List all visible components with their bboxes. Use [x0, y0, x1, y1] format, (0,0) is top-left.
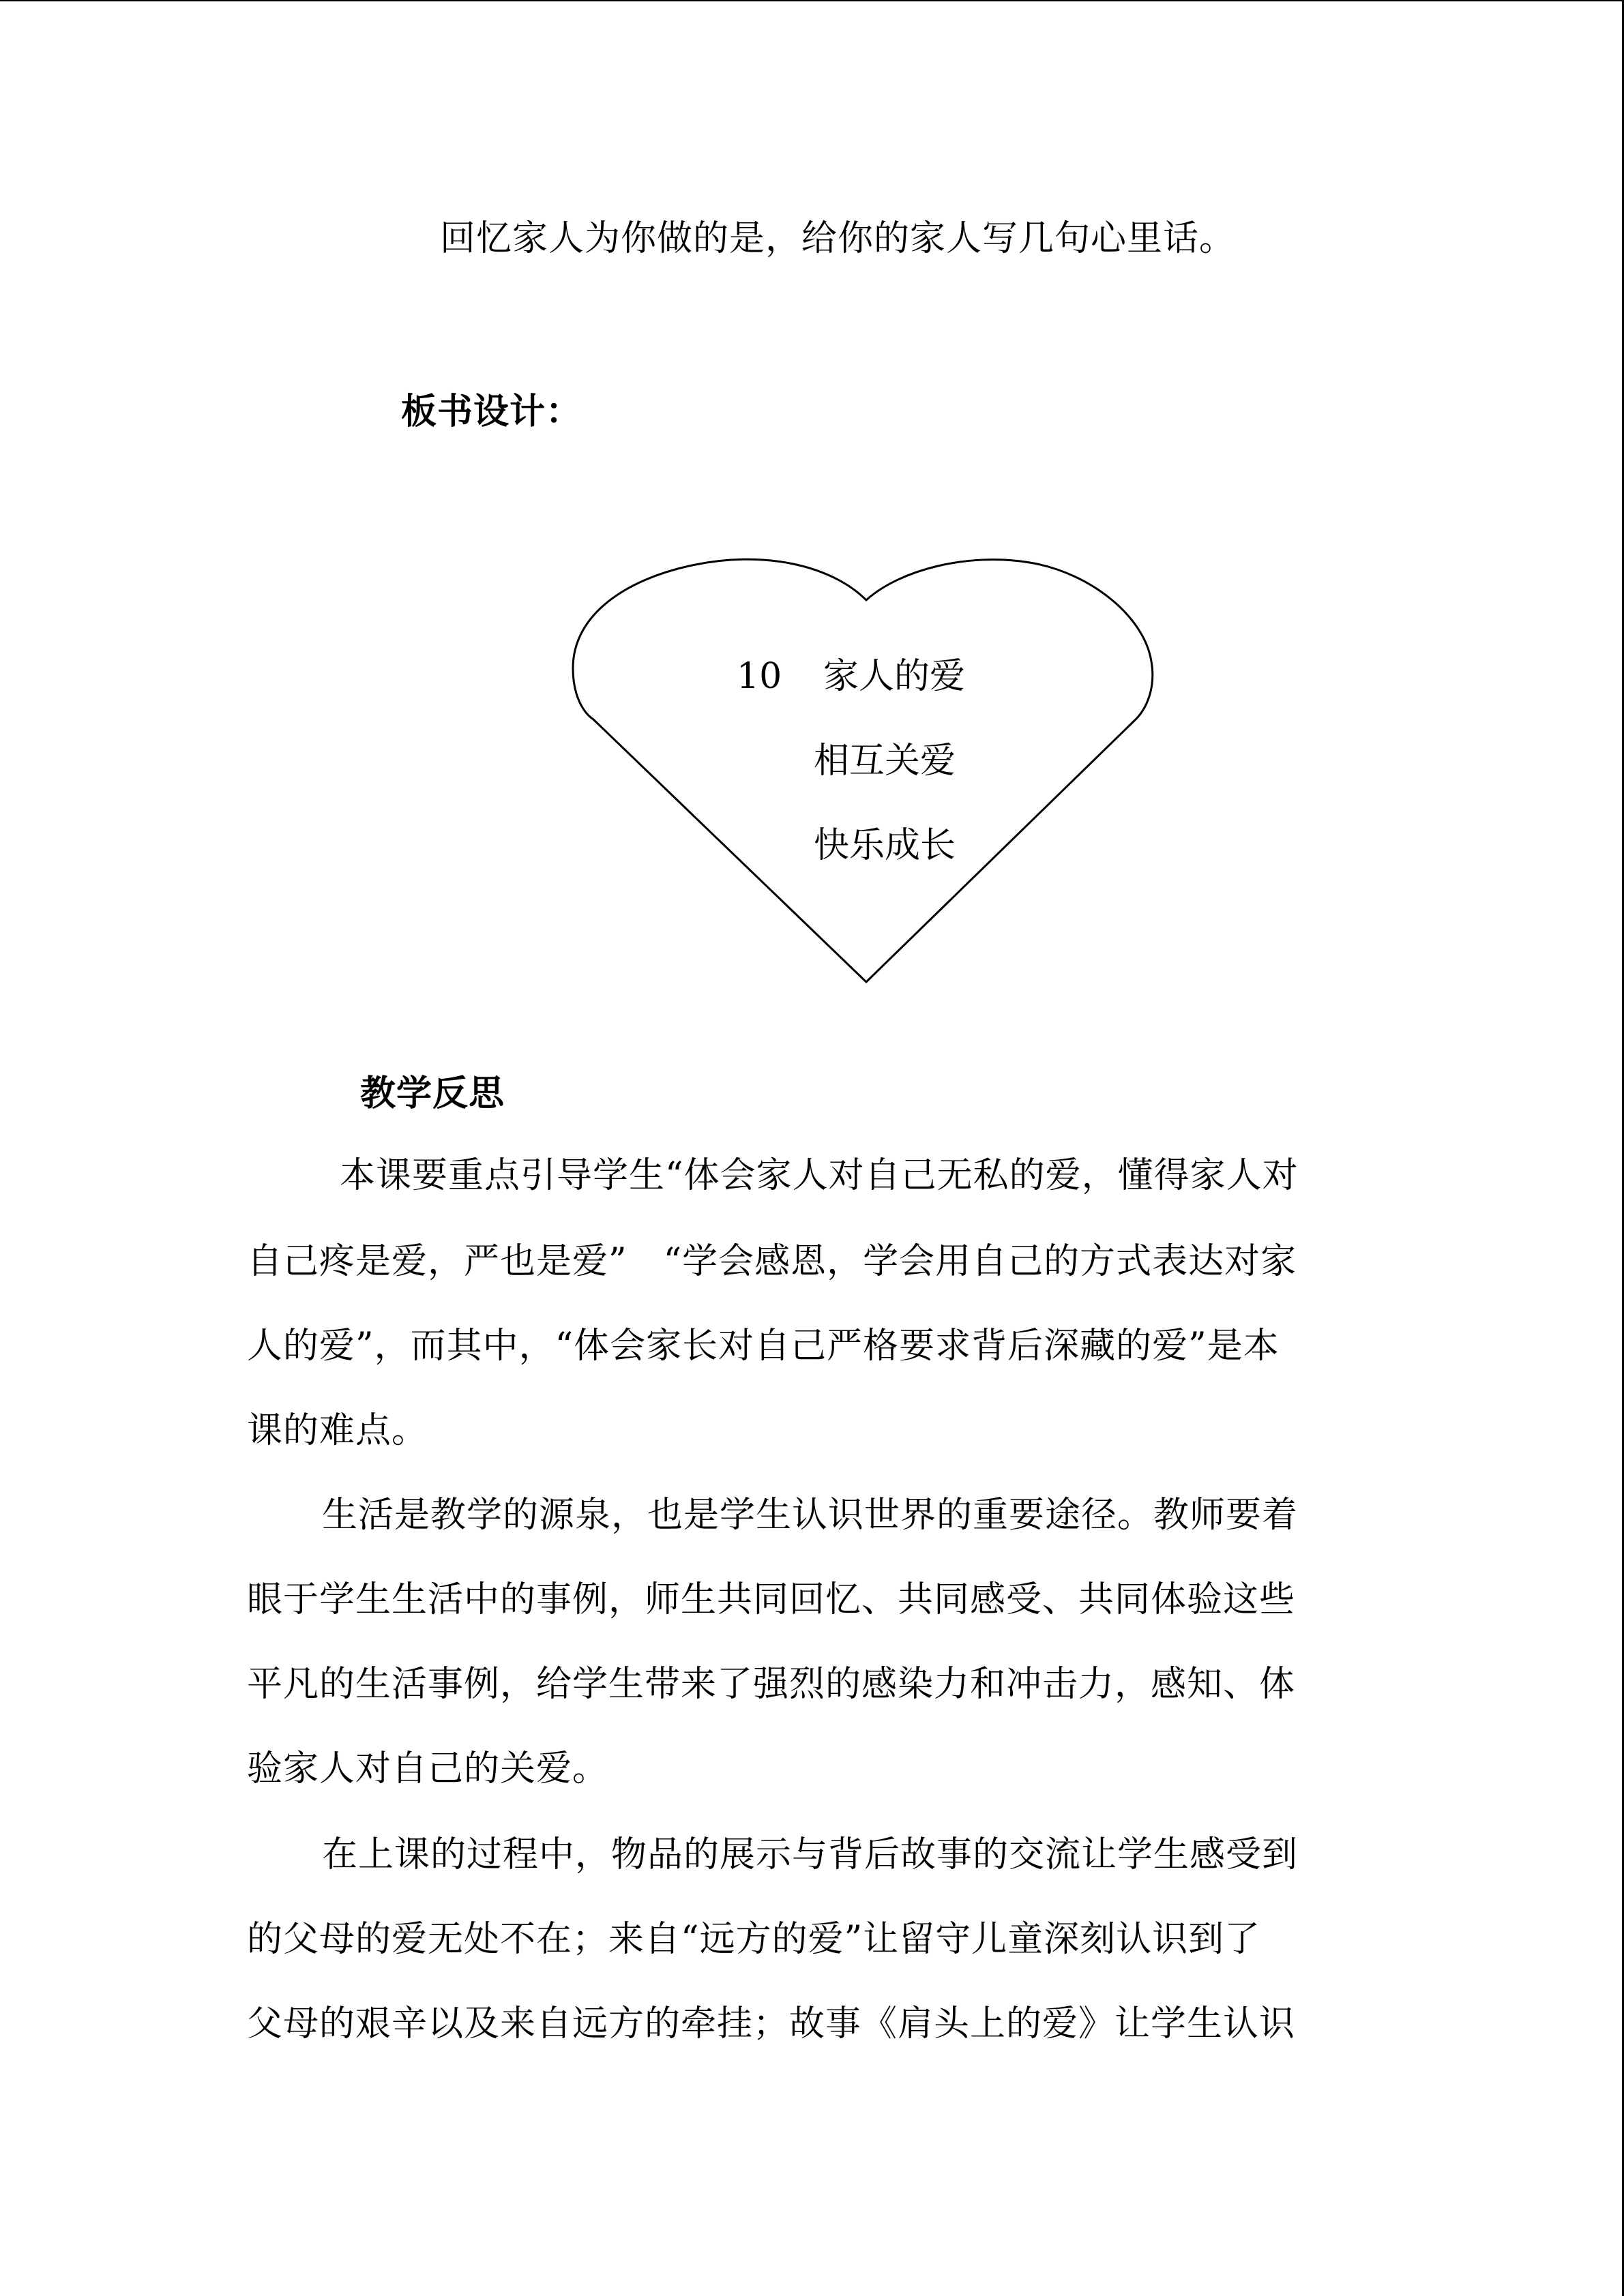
lesson-number: 10 — [737, 656, 782, 697]
reflection-p3-line2: 的父母的爱无处不在；来自“远方的爱”让留守儿童深刻认识到了 — [247, 1919, 1261, 1960]
reflection-p2-line4: 验家人对自己的关爱。 — [247, 1748, 609, 1789]
reflection-p1-line4: 课的难点。 — [247, 1410, 428, 1451]
reflection-p2-line3: 平凡的生活事例，给学生带来了强烈的感染力和冲击力，感知、体 — [247, 1664, 1296, 1705]
reflection-p1-line1: 本课要重点引导学生“体会家人对自己无私的爱，懂得家人对 — [340, 1155, 1299, 1196]
lesson-title: 家人的爱 — [823, 656, 966, 697]
board-line-3: 快乐成长 — [814, 825, 956, 866]
reflection-p2-line2: 眼于学生生活中的事例，师生共同回忆、共同感受、共同体验这些 — [247, 1579, 1296, 1620]
reflection-p3-line3: 父母的艰辛以及来自远方的牵挂；故事《肩头上的爱》让学生认识 — [247, 2003, 1296, 2044]
reflection-p1-line3: 人的爱”，而其中，“体会家长对自己严格要求背后深藏的爱”是本 — [247, 1326, 1280, 1367]
reflection-p1-line2: 自己疼是爱，严也是爱” “学会感恩，学会用自己的方式表达对家 — [247, 1241, 1297, 1282]
board-line-2: 相互关爱 — [814, 741, 956, 781]
intro-line: 回忆家人为你做的是，给你的家人写几句心里话。 — [440, 218, 1236, 259]
reflection-heading: 教学反思 — [360, 1073, 505, 1114]
reflection-p3-line1: 在上课的过程中，物品的展示与背后故事的交流让学生感受到 — [322, 1834, 1299, 1875]
page-top-border — [0, 0, 1624, 1]
reflection-p2-line1: 生活是教学的源泉，也是学生认识世界的重要途径。教师要着 — [322, 1495, 1299, 1536]
board-design-heading: 板书设计： — [401, 391, 582, 432]
